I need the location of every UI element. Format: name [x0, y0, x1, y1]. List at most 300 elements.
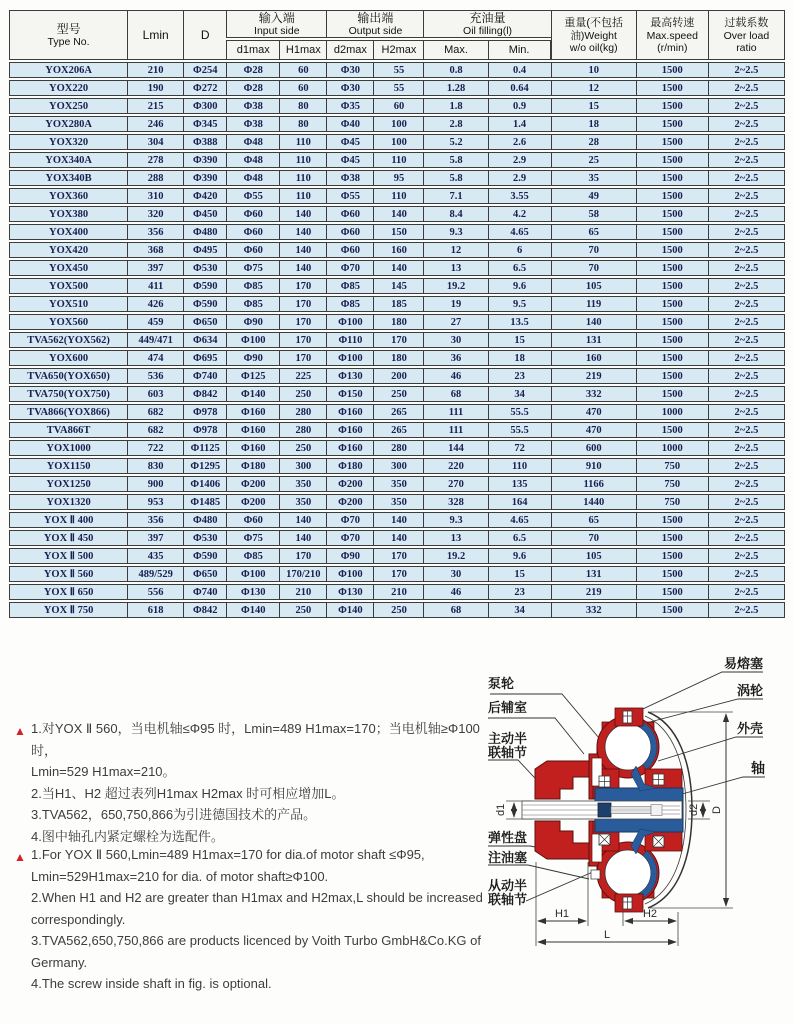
cell-value: 60: [279, 80, 326, 96]
cell-value: Φ300: [183, 98, 226, 114]
cell-type-no: YOX600: [9, 350, 127, 366]
cell-value: Φ272: [183, 80, 226, 96]
cell-value: Φ90: [226, 350, 279, 366]
cell-value: 110: [373, 152, 423, 168]
cell-value: 2~2.5: [708, 512, 785, 528]
label-elastic-disc: 弹性盘: [488, 830, 528, 845]
cell-value: 1.8: [423, 98, 487, 114]
table-row: [9, 170, 785, 186]
table-row: [9, 530, 785, 546]
cell-value: Φ180: [226, 458, 279, 474]
note-line: 4.The screw inside shaft in fig. is optional.: [31, 976, 272, 991]
cell-value: 140: [279, 224, 326, 240]
cell-value: 13.5: [488, 314, 551, 330]
cell-value: 304: [127, 134, 183, 150]
cell-value: 131: [551, 566, 636, 582]
cell-value: 750: [636, 458, 708, 474]
cell-value: Φ200: [226, 494, 279, 510]
cell-value: 9.6: [488, 548, 551, 564]
cell-value: Φ740: [183, 584, 226, 600]
cell-value: 100: [373, 116, 423, 132]
cell-value: 49: [551, 188, 636, 204]
note-line: Lmin=529 H1max=210。: [31, 764, 176, 779]
cell-value: 58: [551, 206, 636, 222]
cell-value: 1500: [636, 602, 708, 618]
label-turbine: 涡轮: [736, 683, 763, 698]
cell-value: 603: [127, 386, 183, 402]
cell-value: 332: [551, 386, 636, 402]
cell-value: 119: [551, 296, 636, 312]
cell-value: 1500: [636, 134, 708, 150]
cell-value: 220: [423, 458, 487, 474]
cell-value: 144: [423, 440, 487, 456]
cell-value: 1500: [636, 242, 708, 258]
cell-type-no: YOX340B: [9, 170, 127, 186]
table-row: [9, 584, 785, 600]
col-header-weight: 重量(不包括 油)Weight w/o oil(kg): [551, 10, 636, 60]
table-row: [9, 494, 785, 510]
label-oil-filling-plug: 注油塞: [488, 850, 528, 865]
table-row: [9, 332, 785, 348]
cell-value: 278: [127, 152, 183, 168]
cell-value: Φ35: [326, 98, 373, 114]
cell-value: 65: [551, 224, 636, 240]
cell-value: Φ1485: [183, 494, 226, 510]
shaft-bore: [522, 801, 682, 819]
cell-value: 2~2.5: [708, 170, 785, 186]
cell-value: 9.5: [488, 296, 551, 312]
cell-value: 250: [373, 386, 423, 402]
col-header-d1max: d1max: [226, 40, 279, 60]
cell-value: Φ100: [226, 332, 279, 348]
cell-value: 556: [127, 584, 183, 600]
cell-value: 310: [127, 188, 183, 204]
cell-value: Φ75: [226, 530, 279, 546]
cell-value: 2~2.5: [708, 584, 785, 600]
cell-value: 2~2.5: [708, 332, 785, 348]
cell-value: 682: [127, 422, 183, 438]
col-group-input: 输入端 Input side: [226, 10, 326, 38]
dim-H1: H1: [554, 908, 570, 920]
cell-value: 68: [423, 602, 487, 618]
cell-value: 265: [373, 404, 423, 420]
cell-value: 1500: [636, 188, 708, 204]
table-row: [9, 80, 785, 96]
note-triangle-icon: ▲: [14, 724, 26, 738]
cell-value: 2~2.5: [708, 224, 785, 240]
cell-value: Φ40: [326, 116, 373, 132]
cell-type-no: YOX1320: [9, 494, 127, 510]
cell-value: 80: [279, 98, 326, 114]
cell-value: 30: [423, 332, 487, 348]
cell-value: 1000: [636, 404, 708, 420]
cell-value: Φ254: [183, 62, 226, 78]
cell-value: 0.4: [488, 62, 551, 78]
cell-value: 219: [551, 368, 636, 384]
coupling-cross-section-diagram: [452, 650, 793, 1024]
cell-value: 2~2.5: [708, 278, 785, 294]
dim-d1: d1: [495, 803, 507, 816]
cell-value: 328: [423, 494, 487, 510]
cell-value: 2~2.5: [708, 458, 785, 474]
dim-d2: d2: [688, 803, 700, 816]
cell-value: 1500: [636, 530, 708, 546]
col-header-d2max: d2max: [326, 40, 373, 60]
cell-type-no: YOX450: [9, 260, 127, 276]
cell-value: 140: [373, 512, 423, 528]
table-row: [9, 422, 785, 438]
table-row: [9, 242, 785, 258]
cell-value: Φ740: [183, 368, 226, 384]
label-driving-half-1: 主动半: [488, 731, 528, 746]
col-header-oil-max: Max.: [423, 40, 487, 60]
cell-value: Φ60: [226, 206, 279, 222]
cell-value: 140: [279, 242, 326, 258]
cell-value: 110: [279, 188, 326, 204]
cell-value: Φ30: [326, 62, 373, 78]
cell-value: Φ390: [183, 152, 226, 168]
cell-value: 105: [551, 548, 636, 564]
cell-value: Φ110: [326, 332, 373, 348]
cell-type-no: YOX500: [9, 278, 127, 294]
cell-value: 170: [279, 278, 326, 294]
table-row: [9, 602, 785, 618]
cell-value: 280: [279, 422, 326, 438]
cell-value: 70: [551, 260, 636, 276]
dim-H2: H2: [642, 908, 658, 920]
table-row: [9, 404, 785, 420]
cell-value: Φ160: [326, 422, 373, 438]
cell-value: 55: [373, 80, 423, 96]
cell-value: 170: [279, 314, 326, 330]
cell-value: 110: [488, 458, 551, 474]
cell-value: 2~2.5: [708, 98, 785, 114]
cell-type-no: YOX Ⅱ 650: [9, 584, 127, 600]
cell-value: 426: [127, 296, 183, 312]
cell-value: 210: [279, 584, 326, 600]
cell-value: Φ590: [183, 278, 226, 294]
cell-value: Φ160: [326, 404, 373, 420]
cell-value: 1500: [636, 62, 708, 78]
cell-value: Φ125: [226, 368, 279, 384]
cell-value: 110: [279, 134, 326, 150]
table-row: [9, 548, 785, 564]
cell-value: Φ100: [326, 350, 373, 366]
cell-value: 1500: [636, 260, 708, 276]
note-line: 1.For YOX Ⅱ 560,Lmin=489 H1max=170 for dia.of motor shaft ≤Φ95,: [31, 847, 425, 862]
cell-type-no: YOX280A: [9, 116, 127, 132]
cell-value: Φ388: [183, 134, 226, 150]
cell-value: Φ842: [183, 602, 226, 618]
cell-value: 170: [279, 296, 326, 312]
cell-value: Φ130: [326, 584, 373, 600]
label-pump-wheel: 泵轮: [488, 676, 515, 691]
cell-value: 910: [551, 458, 636, 474]
cell-value: 470: [551, 404, 636, 420]
cell-type-no: YOX Ⅱ 500: [9, 548, 127, 564]
cell-value: Φ200: [326, 476, 373, 492]
table-row: [9, 350, 785, 366]
cell-value: 1500: [636, 422, 708, 438]
cell-value: 1500: [636, 296, 708, 312]
cell-value: Φ85: [326, 278, 373, 294]
cell-value: 19.2: [423, 548, 487, 564]
cell-value: 170: [279, 350, 326, 366]
cell-value: 600: [551, 440, 636, 456]
table-row: [9, 512, 785, 528]
cell-type-no: YOX360: [9, 188, 127, 204]
cell-value: Φ1125: [183, 440, 226, 456]
table-row: [9, 134, 785, 150]
cell-value: 2~2.5: [708, 566, 785, 582]
cell-value: Φ60: [326, 224, 373, 240]
cell-value: 12: [423, 242, 487, 258]
cell-value: 164: [488, 494, 551, 510]
cell-value: 4.65: [488, 512, 551, 528]
cell-value: 60: [279, 62, 326, 78]
cell-type-no: YOX220: [9, 80, 127, 96]
cell-value: 459: [127, 314, 183, 330]
cell-value: Φ90: [326, 548, 373, 564]
cell-type-no: YOX Ⅱ 750: [9, 602, 127, 618]
cell-value: 449/471: [127, 332, 183, 348]
cell-value: 46: [423, 368, 487, 384]
cell-value: Φ420: [183, 188, 226, 204]
cell-value: 140: [279, 206, 326, 222]
cell-type-no: YOX380: [9, 206, 127, 222]
col-header-d: D: [183, 10, 226, 60]
cell-value: 15: [488, 332, 551, 348]
cell-value: Φ160: [326, 440, 373, 456]
cell-value: 19.2: [423, 278, 487, 294]
cell-value: 68: [423, 386, 487, 402]
cell-value: 110: [279, 170, 326, 186]
cell-value: 682: [127, 404, 183, 420]
col-group-oil: 充油量 Oil filling(l): [423, 10, 550, 38]
cell-value: 140: [373, 206, 423, 222]
cell-value: 6: [488, 242, 551, 258]
cell-type-no: YOX Ⅱ 450: [9, 530, 127, 546]
cell-value: 270: [423, 476, 487, 492]
cell-value: Φ55: [226, 188, 279, 204]
cell-value: 170/210: [279, 566, 326, 582]
cell-value: 2~2.5: [708, 242, 785, 258]
cell-type-no: YOX400: [9, 224, 127, 240]
cell-value: 250: [279, 602, 326, 618]
cell-value: 1500: [636, 224, 708, 240]
note-line: 2.When H1 and H2 are greater than H1max and H2max,L should be increased: [31, 890, 483, 905]
cell-value: 2~2.5: [708, 602, 785, 618]
cell-value: Φ48: [226, 152, 279, 168]
cell-value: 722: [127, 440, 183, 456]
table-row: [9, 98, 785, 114]
cell-value: Φ1295: [183, 458, 226, 474]
cell-value: 55.5: [488, 422, 551, 438]
table-row: [9, 152, 785, 168]
cell-value: 13: [423, 260, 487, 276]
cell-value: 140: [279, 512, 326, 528]
cell-value: 250: [373, 602, 423, 618]
cell-value: 0.64: [488, 80, 551, 96]
cell-value: 435: [127, 548, 183, 564]
cell-value: 1.4: [488, 116, 551, 132]
cell-value: 80: [279, 116, 326, 132]
cell-value: 1500: [636, 152, 708, 168]
cell-value: 2~2.5: [708, 422, 785, 438]
cell-value: 15: [551, 98, 636, 114]
cell-value: 2~2.5: [708, 206, 785, 222]
cell-value: Φ85: [226, 548, 279, 564]
cell-value: 27: [423, 314, 487, 330]
cell-value: 6.5: [488, 530, 551, 546]
cell-value: 474: [127, 350, 183, 366]
cell-value: 2.6: [488, 134, 551, 150]
cell-value: 12: [551, 80, 636, 96]
cell-value: 2.8: [423, 116, 487, 132]
cell-value: Φ160: [226, 440, 279, 456]
col-header-speed: 最高转速 Max.speed (r/min): [636, 10, 708, 60]
cell-value: 9.3: [423, 224, 487, 240]
cell-value: Φ842: [183, 386, 226, 402]
cell-value: 34: [488, 386, 551, 402]
cell-value: Φ130: [326, 368, 373, 384]
cell-value: 8.4: [423, 206, 487, 222]
cell-value: 5.8: [423, 152, 487, 168]
cell-value: Φ590: [183, 548, 226, 564]
col-header-h1max: H1max: [279, 40, 326, 60]
cell-value: 489/529: [127, 566, 183, 582]
cell-value: 900: [127, 476, 183, 492]
cell-value: 72: [488, 440, 551, 456]
cell-value: 135: [488, 476, 551, 492]
cell-value: 1500: [636, 566, 708, 582]
cell-value: 110: [373, 188, 423, 204]
cell-value: Φ140: [326, 602, 373, 618]
cell-value: 1500: [636, 512, 708, 528]
cell-value: Φ48: [226, 170, 279, 186]
cell-value: 280: [279, 404, 326, 420]
cell-value: 140: [551, 314, 636, 330]
cell-value: Φ160: [226, 422, 279, 438]
cell-value: 4.65: [488, 224, 551, 240]
cell-value: 215: [127, 98, 183, 114]
cell-value: 2~2.5: [708, 350, 785, 366]
cell-value: 111: [423, 422, 487, 438]
cell-value: Φ978: [183, 422, 226, 438]
cell-value: 131: [551, 332, 636, 348]
table-row: [9, 62, 785, 78]
cell-value: Φ45: [326, 152, 373, 168]
cell-value: Φ85: [226, 296, 279, 312]
cell-value: 140: [279, 530, 326, 546]
cell-value: 0.9: [488, 98, 551, 114]
note-line: 4.图中轴孔内紧定螺栓为选配件。: [31, 828, 224, 844]
cell-value: 246: [127, 116, 183, 132]
cell-value: 30: [423, 566, 487, 582]
cell-value: 2~2.5: [708, 62, 785, 78]
cell-type-no: YOX Ⅱ 560: [9, 566, 127, 582]
cell-value: 0.8: [423, 62, 487, 78]
cell-value: 1500: [636, 80, 708, 96]
cell-value: 368: [127, 242, 183, 258]
cell-value: 2~2.5: [708, 152, 785, 168]
cell-value: 170: [373, 548, 423, 564]
note-line: 3.TVA562，650,750,866为引进德国技术的产品。: [31, 807, 317, 822]
cell-value: Φ75: [226, 260, 279, 276]
cell-value: 830: [127, 458, 183, 474]
notes-chinese: [14, 718, 504, 847]
label-fusible-plug: 易熔塞: [723, 656, 763, 671]
cell-value: Φ60: [326, 206, 373, 222]
cell-type-no: YOX560: [9, 314, 127, 330]
cell-value: 2.9: [488, 152, 551, 168]
cell-value: 70: [551, 530, 636, 546]
cell-value: Φ100: [226, 566, 279, 582]
cell-value: 4.2: [488, 206, 551, 222]
table-row: [9, 206, 785, 222]
cell-value: 350: [279, 476, 326, 492]
notes-english: [14, 844, 504, 995]
cell-value: 23: [488, 584, 551, 600]
cell-value: 170: [373, 332, 423, 348]
spec-table: [9, 8, 785, 620]
cell-value: 2~2.5: [708, 368, 785, 384]
cell-value: Φ45: [326, 134, 373, 150]
cell-type-no: YOX Ⅱ 400: [9, 512, 127, 528]
cell-type-no: TVA750(YOX750): [9, 386, 127, 402]
dim-L: L: [603, 929, 611, 941]
cell-value: Φ530: [183, 530, 226, 546]
cell-value: Φ480: [183, 512, 226, 528]
cell-value: 9.6: [488, 278, 551, 294]
cell-value: 170: [279, 548, 326, 564]
cell-value: 2.9: [488, 170, 551, 186]
cell-value: 23: [488, 368, 551, 384]
cell-value: 2~2.5: [708, 134, 785, 150]
cell-value: 180: [373, 350, 423, 366]
cell-value: 225: [279, 368, 326, 384]
cell-value: 160: [373, 242, 423, 258]
table-row: [9, 440, 785, 456]
cell-value: 750: [636, 476, 708, 492]
cell-value: 200: [373, 368, 423, 384]
table-body: [9, 62, 785, 618]
cell-value: 953: [127, 494, 183, 510]
col-header-type: 型号 Type No.: [9, 10, 127, 60]
table-row: [9, 260, 785, 276]
cell-value: 1500: [636, 386, 708, 402]
cell-value: 140: [373, 530, 423, 546]
col-header-h2max: H2max: [373, 40, 423, 60]
cell-value: 332: [551, 602, 636, 618]
cell-value: Φ60: [226, 224, 279, 240]
cell-type-no: TVA650(YOX650): [9, 368, 127, 384]
cell-value: 60: [373, 98, 423, 114]
col-header-lmin: Lmin: [127, 10, 183, 60]
cell-value: 150: [373, 224, 423, 240]
cell-value: Φ28: [226, 62, 279, 78]
cell-value: 105: [551, 278, 636, 294]
cell-value: 2~2.5: [708, 386, 785, 402]
cell-value: 210: [127, 62, 183, 78]
cell-value: 180: [373, 314, 423, 330]
cell-value: Φ48: [226, 134, 279, 150]
cell-value: Φ480: [183, 224, 226, 240]
cell-value: 1500: [636, 116, 708, 132]
cell-value: 3.55: [488, 188, 551, 204]
cell-value: 1.28: [423, 80, 487, 96]
dim-D: D: [711, 806, 723, 814]
